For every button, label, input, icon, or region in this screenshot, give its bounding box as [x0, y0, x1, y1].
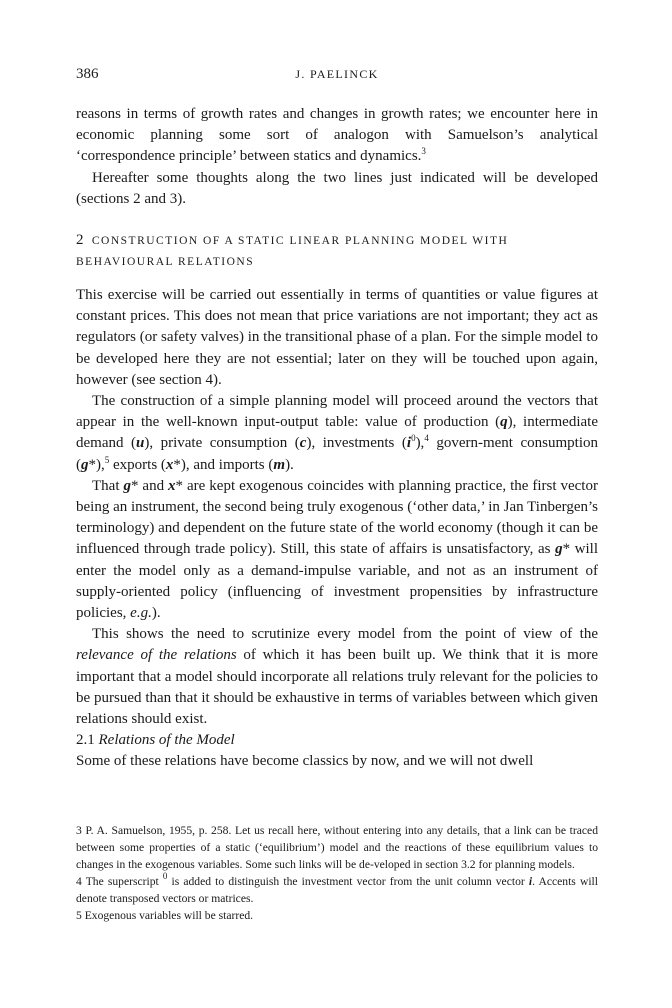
p4-text-h: exports (: [109, 456, 166, 473]
fn4-text-a: 4 The superscript: [76, 875, 163, 888]
p4-text-b: ), intermediate demand (: [76, 414, 598, 452]
subsection-heading: [76, 730, 598, 751]
vector-g: g: [123, 477, 131, 494]
paragraph-4: [76, 391, 598, 476]
p4-text-d: ), investments (: [306, 435, 407, 452]
footnote-4: [76, 873, 598, 907]
p4-text-a: The construction of a simple planning model will proceed around the vectors that appear in the well-known input-output table: value of production (: [76, 393, 598, 431]
p5-text-a: That: [92, 477, 124, 494]
vector-i: i: [528, 875, 533, 888]
vector-q: q: [500, 414, 508, 431]
fn4-text-b: is added to distinguish the investment vector from the unit column vector: [167, 875, 529, 888]
footnote-ref-3: 3: [421, 146, 426, 157]
footnote-ref-5: 5: [104, 454, 110, 465]
vector-c: c: [299, 435, 307, 452]
paragraph-5: [76, 476, 598, 624]
subsection-number: 2.1: [76, 732, 95, 749]
footnote-ref-4: 4: [424, 433, 429, 444]
fn4-text-c: . Accents will denote transposed vectors or matrices.: [76, 875, 598, 905]
p6-text-a: This shows the need to scrutinize every model from the point of view of the: [92, 626, 598, 643]
p4-text-c: ), private consumption (: [144, 435, 300, 452]
vector-x: x: [165, 456, 174, 473]
p5-text-b: * and: [130, 477, 169, 494]
footnote-5: 5 Exogenous variables will be starred.: [76, 909, 254, 922]
paragraph-1: [76, 104, 598, 168]
p5-text-d: * will enter the model only as a demand-impulse variable, and not as an instrument of supply-oriented policy (influencing of investment propensities by infrastructure policies,: [76, 541, 598, 622]
footnotes: [76, 822, 598, 924]
paragraph-1-text: reasons in terms of growth rates and changes in growth rates; we encounter here in economic planning some sort of analogon with Samuelson’s analytical ‘correspondence principle’ between statics and dynamics.: [76, 106, 598, 165]
section-title: CONSTRUCTION OF A STATIC LINEAR PLANNING MODEL WITH BEHAVIOURAL RELATIONS: [76, 235, 509, 269]
vector-x: x: [168, 477, 176, 494]
vector-i: i: [406, 435, 412, 452]
p4-text-x: *), and imports (: [173, 456, 274, 473]
vector-g: g: [81, 456, 89, 473]
paragraph-6: [76, 624, 598, 730]
footnote-3: 3 P. A. Samuelson, 1955, p. 258. Let us recall here, without entering into any details, that a link can be traced between some properties of a static (‘equilibrium’) model and the reactions of these equilibrium values to changes in the exogenous variables. Some such links will be de-veloped in section 3.2 for planning models.: [76, 824, 598, 871]
subsection-title: Relations of the Model: [98, 732, 235, 749]
p5-text-e: ).: [151, 605, 161, 622]
running-head: J. PAELINCK: [295, 67, 379, 81]
p6-text-b: of which it has been built up. We think that it is more important that a model should incorporate all relations truly relevant for the policies to be pursued than that it should be exhaustive in terms of variables between which given relations should exist.: [76, 647, 598, 728]
p4-text-g: *),: [88, 456, 105, 473]
section-heading: [76, 230, 598, 273]
p4-text-f: govern-ment consumption (: [76, 435, 598, 473]
p4-text-e: ),: [415, 435, 425, 452]
p6-emphasis: relevance of the relations: [76, 647, 237, 664]
p5-text-c: * are kept exogenous coincides with planning practice, the first vector being an instrument, the second being truly exogenous (‘other data,’ in Jan Tinbergen’s terminology) and dependent on the future state of the world economy (though it can be influenced through trade policy). Still, this state of affairs is unsatisfactory, as: [76, 477, 598, 558]
vector-g: g: [555, 541, 563, 558]
vector-u: u: [136, 435, 145, 452]
page-number: 386: [76, 66, 99, 82]
eg-abbrev: e.g.: [130, 605, 152, 622]
fn4-superscript: 0: [162, 871, 168, 881]
paragraph-7: Some of these relations have become classics by now, and we will not dwell: [76, 753, 534, 770]
paragraph-3: This exercise will be carried out essentially in terms of quantities or value figures at constant prices. This does not mean that price variations are not important; they act as regulators (or safety valves) in the transitional phase of a plan. For the simple model to be developed here they are not essential; later on they will be touched upon again, however (see section 4).: [76, 287, 598, 388]
superscript-0: 0: [411, 433, 416, 444]
vector-m: m: [273, 456, 286, 473]
p4-text-end: ).: [285, 456, 294, 473]
body-text: [76, 104, 598, 773]
page-header: [76, 66, 598, 86]
paragraph-2: Hereafter some thoughts along the two lines just indicated will be developed (sections 2 and 3).: [76, 169, 598, 207]
section-number: 2: [76, 232, 84, 249]
